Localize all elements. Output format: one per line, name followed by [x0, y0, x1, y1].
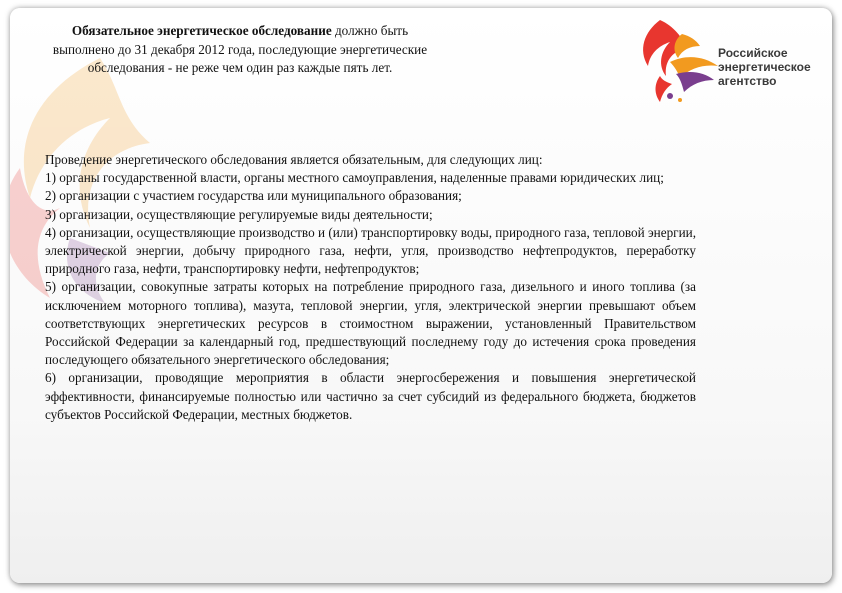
- list-item: 5) организации, совокупные затраты которых на потребление природного газа, дизельного и иного топлива (за исключением моторного топлива), мазута, тепловой энергии, угля, электрической энергии превышают объем соответствующих энергетических ресурсов в стоимостном выражении, установленный Правительством Российской Федерации за календарный год, предшествующий последнему году до истечения срока проведения последующего обязательного энергетического обследования;: [45, 279, 696, 368]
- list-item: 4) организации, осуществляющие производство и (или) транспортировку воды, природного газа, тепловой энергии, электрической энергии, добычу природного газа, нефти, угля, производство нефтепродуктов, переработку природного газа, нефти, транспортировку нефти, нефтепродуктов;: [45, 224, 696, 277]
- list-item: 3) организации, осуществляющие регулируемые виды деятельности;: [45, 206, 433, 222]
- list-item: 1) органы государственной власти, органы местного самоуправления, наделенные правами юридических лиц;: [45, 170, 664, 186]
- headline: [40, 22, 440, 78]
- headline-bold: Обязательное энергетическое обследование: [71, 23, 332, 38]
- agency-logo: [630, 14, 830, 104]
- body-text: [45, 151, 696, 424]
- agency-name-line3: агентство: [718, 74, 777, 88]
- agency-name: [718, 46, 811, 88]
- slide: [10, 8, 832, 583]
- body-intro: Проведение энергетического обследования является обязательным, для следующих лиц:: [45, 152, 543, 167]
- list-item: 2) организации с участием государства или муниципального образования;: [45, 188, 462, 204]
- agency-name-line1: Российское: [718, 46, 788, 60]
- list-item: 6) организации, проводящие мероприятия в области энергосбережения и повышения энергетической эффективности, финансируемые полностью или частично за счет субсидий из федерального бюджета, бюджетов субъектов Российской Федерации, местных бюджетов.: [45, 370, 696, 422]
- agency-name-line2: энергетическое: [718, 60, 811, 74]
- phoenix-bird-icon: [630, 14, 722, 104]
- headline-rest: должно быть выполнено до 31 декабря 2012 года, последующие энергетические обследования - не реже чем один раз каждые пять лет.: [52, 23, 428, 75]
